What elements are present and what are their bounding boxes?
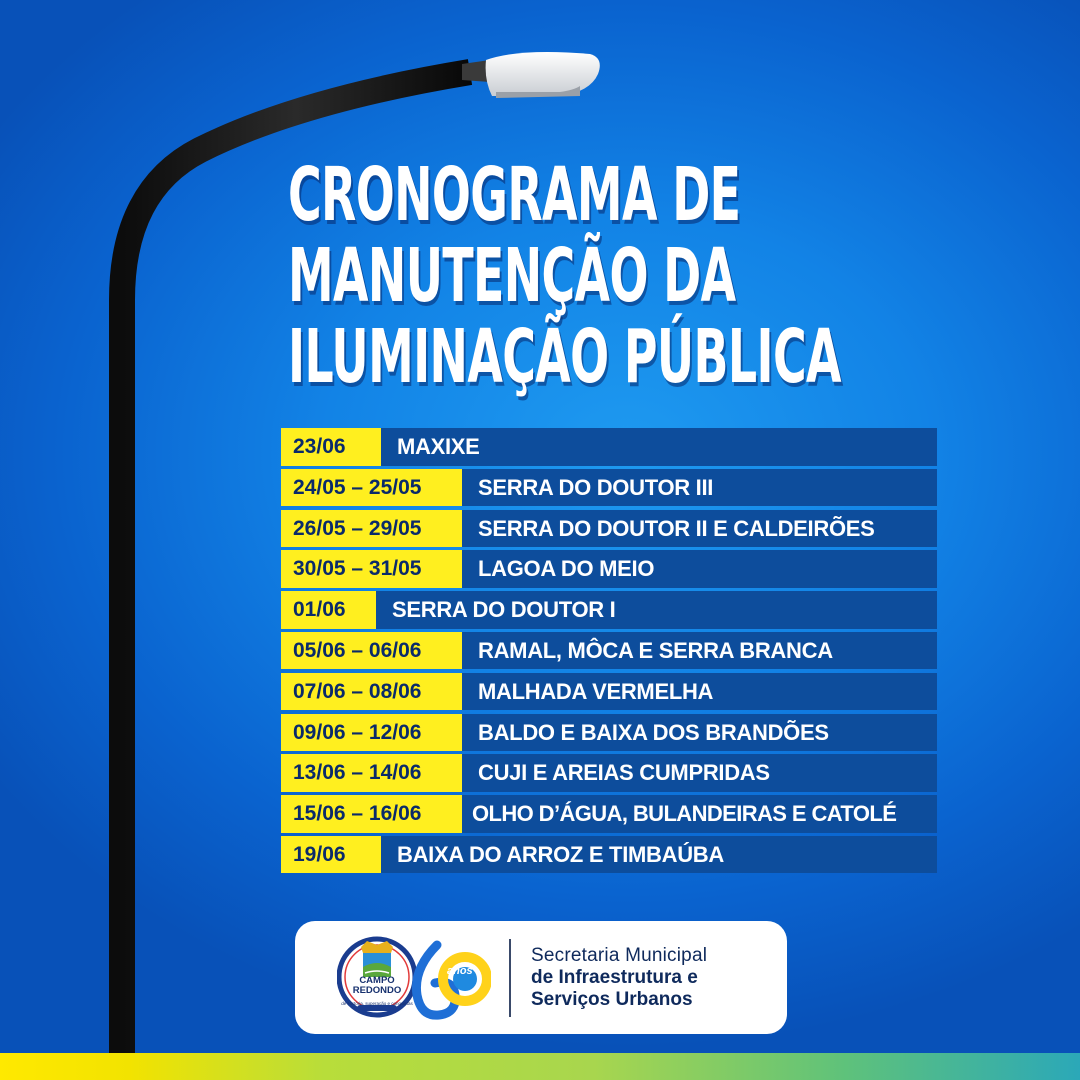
schedule-date: 23/06	[281, 428, 381, 466]
schedule-place: LAGOA DO MEIO	[462, 550, 937, 588]
schedule-row	[281, 469, 937, 507]
schedule-date: 24/05 – 25/05	[281, 469, 462, 507]
secretaria-line-2: de Infraestrutura e	[531, 967, 698, 988]
sixty-years-emblem-icon	[407, 939, 491, 1021]
schedule-place: SERRA DO DOUTOR III	[462, 469, 937, 507]
secretaria-line-1: Secretaria Municipal	[531, 945, 708, 966]
schedule-date: 07/06 – 08/06	[281, 673, 462, 711]
title-line-1: CRONOGRAMA DE	[288, 152, 741, 238]
schedule-row	[281, 591, 937, 629]
schedule-row	[281, 836, 937, 874]
schedule-row	[281, 673, 937, 711]
schedule-row	[281, 795, 937, 833]
schedule-table	[281, 428, 937, 877]
schedule-row	[281, 510, 937, 548]
schedule-row	[281, 550, 937, 588]
anniversary-word: anos	[447, 965, 473, 977]
schedule-place: MALHADA VERMELHA	[462, 673, 937, 711]
schedule-date: 30/05 – 31/05	[281, 550, 462, 588]
secretaria-name	[531, 945, 707, 1011]
schedule-row	[281, 754, 937, 792]
schedule-row	[281, 632, 937, 670]
city-motto: de História, superação e conquistas	[341, 1001, 413, 1006]
schedule-date: 01/06	[281, 591, 376, 629]
schedule-place: BAIXA DO ARROZ E TIMBAÚBA	[381, 836, 937, 874]
schedule-date: 26/05 – 29/05	[281, 510, 462, 548]
schedule-place: BALDO E BAIXA DOS BRANDÕES	[462, 714, 937, 752]
schedule-place: RAMAL, MÔCA E SERRA BRANCA	[462, 632, 937, 670]
title-line-2: MANUTENÇÃO DA	[288, 233, 736, 319]
schedule-place: MAXIXE	[381, 428, 937, 466]
page-title	[288, 152, 841, 400]
schedule-date: 13/06 – 14/06	[281, 754, 462, 792]
title-line-3: ILUMINAÇÃO PÚBLICA	[288, 314, 841, 400]
schedule-date: 15/06 – 16/06	[281, 795, 462, 833]
schedule-row	[281, 714, 937, 752]
schedule-date: 05/06 – 06/06	[281, 632, 462, 670]
schedule-row	[281, 428, 937, 466]
divider	[509, 939, 511, 1017]
schedule-date: 19/06	[281, 836, 381, 874]
city-name: CAMPO REDONDO	[352, 975, 402, 996]
bottom-color-strip	[0, 1053, 1080, 1080]
schedule-place: SERRA DO DOUTOR II E CALDEIRÕES	[462, 510, 937, 548]
schedule-place: CUJI E AREIAS CUMPRIDAS	[462, 754, 937, 792]
schedule-date: 09/06 – 12/06	[281, 714, 462, 752]
schedule-place: SERRA DO DOUTOR I	[376, 591, 937, 629]
secretaria-line-3: Serviços Urbanos	[531, 989, 693, 1010]
schedule-place: OLHO D’ÁGUA, BULANDEIRAS E CATOLÉ	[462, 795, 937, 833]
logo-card	[295, 921, 787, 1034]
